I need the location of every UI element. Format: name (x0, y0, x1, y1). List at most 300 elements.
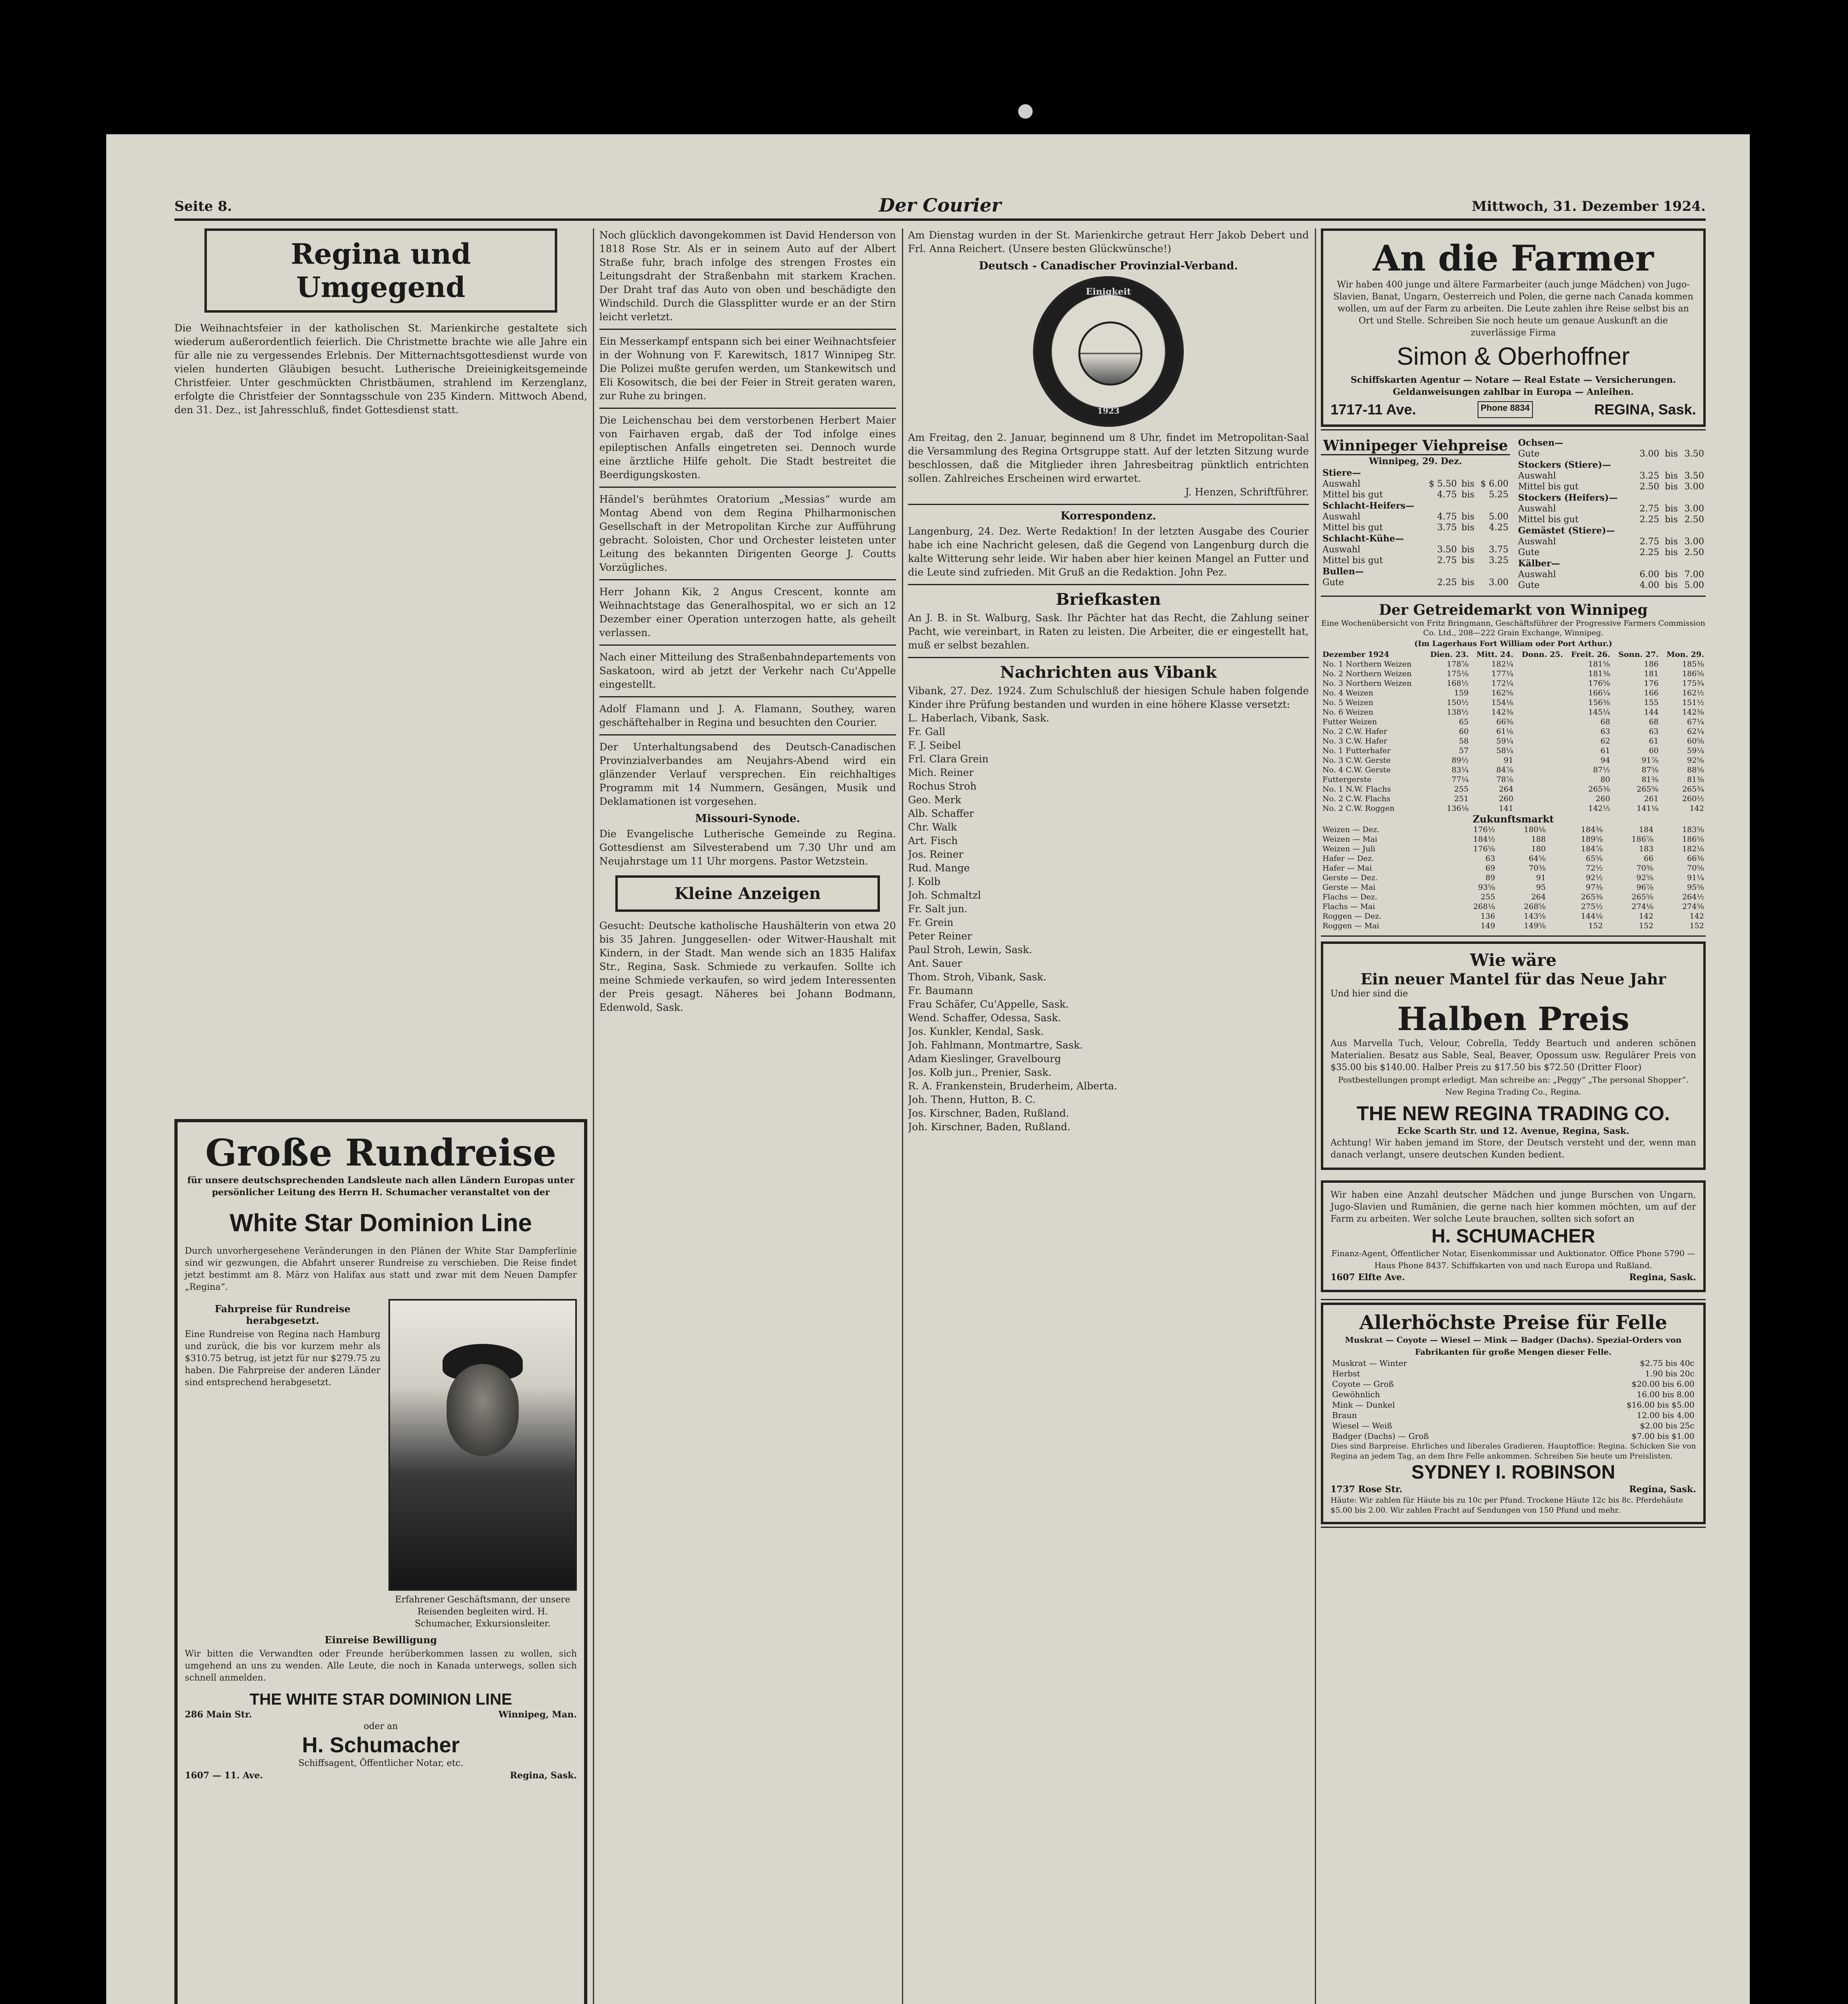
table-cell: No. 2 C.W. Hafer (1322, 727, 1387, 736)
table-cell: 83¼ (1452, 766, 1469, 774)
zukunft-row (1321, 834, 1706, 844)
table-cell: bis (1665, 449, 1678, 459)
table-cell (1661, 437, 1679, 448)
table-cell (1424, 500, 1458, 511)
felle-row (1330, 1358, 1696, 1368)
vieh-row (1516, 503, 1706, 514)
table-header-cell: Donn. 25. (1521, 650, 1563, 659)
list-item: Fr. Gall (908, 726, 946, 737)
robinson-foot: Häute: Wir zahlen für Häute bis zu 10c per Pfund. Trockene Häute 12c bis 8c. Pferdehäute $5.00 bis 2.00. Wir zahlen Fracht auf Sendungen von 150 Pfund und mehr. (1330, 1496, 1683, 1515)
table-cell: 1.90 bis 20c (1645, 1369, 1694, 1378)
table-cell (1515, 756, 1565, 765)
list-item: Peter Reiner (908, 930, 972, 942)
table-cell: 3.50 (1684, 449, 1704, 459)
fahrpreise-title: Fahrpreise für Rundreise herabgesetzt. (214, 1303, 351, 1326)
table-cell: 152 (1639, 921, 1654, 930)
list-item: Frau Schäfer, Cu'Appelle, Sask. (908, 998, 1069, 1010)
table-cell: 151½ (1682, 698, 1704, 707)
table-cell: No. 2 C.W. Roggen (1322, 804, 1395, 813)
table-cell: 176⅝ (1473, 844, 1495, 853)
table-cell: Gute (1322, 578, 1344, 588)
table-cell: 60 (1459, 727, 1469, 736)
article-flamann: Adolf Flamann und J. A. Flamann, Southey, waren geschäftehalber in Regina und besuchten den Courier. (599, 703, 896, 728)
korr-text: Langenburg, 24. Dez. Werte Redaktion! In der letzten Ausgabe des Courier habe ich eine Nachricht gelesen, daß die Gegend von Langenburg durch die kalte Witterung sehr leide. Wir haben aber hier keinen Mangel an Futter und die Leute sind zufrieden. Mit Gruß an die Redaktion. John Pez. (908, 525, 1309, 578)
table-cell: No. 1 N.W. Flachs (1322, 785, 1391, 794)
table-cell (1661, 558, 1679, 569)
table-cell: 92⅝ (1687, 756, 1704, 765)
table-cell: Mink — Dunkel (1332, 1400, 1395, 1410)
table-cell: bis (1461, 545, 1475, 555)
table-cell: Wiesel — Weiß (1332, 1421, 1393, 1430)
table-cell: No. 6 Weizen (1322, 708, 1373, 717)
table-cell: 186 (1644, 660, 1659, 669)
table-cell (1476, 467, 1510, 479)
table-cell: 7.00 (1684, 570, 1704, 580)
table-cell (1635, 558, 1661, 569)
table-cell: 260½ (1682, 794, 1704, 803)
table-cell: 88⅝ (1687, 766, 1704, 774)
getreide-row (1321, 727, 1706, 736)
missouri-text: Die Evangelische Lutherische Gemeinde zu Regina. Gottesdienst am Silvesterabend um 7.30 Uhr und am Neujahrstage um 11 Uhr morgens. Pastor Wetzstein. (599, 828, 896, 867)
table-cell: 142 (1689, 912, 1704, 921)
table-cell: 141 (1498, 804, 1514, 813)
table-cell: 176⅝ (1588, 679, 1610, 688)
verband-text: Am Freitag, den 2. Januar, beginnend um 8 Uhr, findet im Metropolitan-Saal die Versammlung des Regina Ortsgruppe statt. Auf der letzten Sitzung wurde beschlossen, daß die Mitglieder ihren Jahresbeitrag pünktlich entrichten sollen. Zahlreiches Erscheinen wird erwartet. (908, 432, 1309, 484)
table-cell: 77¼ (1452, 775, 1469, 784)
table-cell: bis (1665, 482, 1678, 492)
table-cell: 2.50 (1684, 515, 1704, 525)
firm-street: 1717-11 Ave. (1330, 401, 1416, 418)
oder: oder an (364, 1721, 398, 1731)
table-cell: No. 3 Northern Weizen (1322, 679, 1412, 688)
table-cell: 80 (1600, 775, 1610, 784)
table-cell: 87⅝ (1641, 766, 1659, 774)
nrtc-addr: Ecke Scarth Str. und 12. Avenue, Regina, Sask. (1397, 1126, 1630, 1136)
table-cell: 4.00 (1640, 580, 1660, 590)
table-cell: Stiere— (1322, 468, 1361, 478)
table-cell: 91 (1504, 756, 1514, 765)
list-item: Jos. Kolb jun., Prenier, Sask. (908, 1067, 1052, 1078)
agent-line: THE WHITE STAR DOMINION LINE (249, 1691, 512, 1708)
mantel-big: Halben Preis (1397, 1000, 1630, 1038)
table-cell: $7.00 bis $1.00 (1632, 1431, 1694, 1441)
vieh-row (1321, 577, 1510, 588)
zukunft-row (1321, 854, 1706, 863)
getreide-sub: Eine Wochenübersicht von Fritz Bringmann, Geschäftsführer der Progressive Farmers Commission Co. Ltd., 208—222 Grain Exchange, Winnipeg. (1321, 619, 1705, 637)
table-cell: Gemästet (Stiere)— (1518, 525, 1615, 536)
table-cell: Gewöhnlich (1332, 1390, 1380, 1399)
table-cell: 265⅜ (1588, 785, 1610, 794)
table-cell: 2.50 (1684, 547, 1704, 558)
table-cell: 95 (1536, 883, 1546, 892)
zukunft-row (1321, 844, 1706, 854)
robinson-street: 1737 Rose Str. (1330, 1484, 1403, 1495)
schu-name: H. SCHUMACHER (1431, 1226, 1595, 1247)
zukunft-table (1321, 825, 1706, 931)
firm-address (1330, 401, 1696, 418)
table-cell: 59¼ (1496, 737, 1514, 745)
table-cell (1547, 873, 1554, 883)
regina-article: Die Weihnachtsfeier in der katholischen St. Marienkirche gestaltete sich wiederum außerordentlich feierlich. Die Christmette brachte wie alle Jahre ein für alle nie zu vergessendes Erlebnis. Der Mitternachtsgottesdienst wurde von vielen hunderten Gläubigen besucht. Lutherische Dreieinigkeitsgemeinde Christfeier. Unter geschmückten Christbäumen, strahlend im Kerzenglanz, erfolgte die Christfeier der Sonntagsschule von 235 Kindern. Mittwoch Abend, den 31. Dez., ist Jahresschluß, findet Gottesdienst statt. (174, 322, 587, 416)
table-cell: 260 (1595, 794, 1610, 803)
seal-bottom-text: 1923 (1097, 406, 1120, 416)
table-cell: 144⅛ (1581, 912, 1603, 921)
felle-row (1330, 1368, 1696, 1379)
robinson-address (1330, 1483, 1696, 1495)
vieh-row (1516, 536, 1706, 547)
vieh-section (1321, 437, 1706, 591)
list-item: Alb. Schaffer (908, 808, 974, 819)
getreide-row (1321, 756, 1706, 765)
erlaubnis-title: Einreise Bewilligung (324, 1634, 437, 1646)
h-street: 1607 — 11. Ave. (185, 1770, 263, 1781)
table-header-cell: Dien. 23. (1430, 650, 1469, 659)
vieh-title: Winnipeger Viehpreise (1321, 437, 1510, 455)
table-cell (1635, 525, 1661, 536)
mantel-ad (1321, 941, 1706, 1170)
list-item: Rud. Mange (908, 862, 970, 874)
getreide-row (1321, 688, 1706, 698)
table-cell: 142 (1689, 804, 1704, 813)
table-cell (1680, 437, 1706, 448)
getreide-row (1321, 717, 1706, 727)
table-cell: 68 (1600, 717, 1610, 726)
table-cell: 265⅝ (1632, 893, 1654, 901)
table-cell: Auswahl (1322, 512, 1361, 522)
vieh-table-left (1321, 467, 1510, 588)
table-cell (1635, 459, 1661, 471)
table-cell: $20.00 bis 6.00 (1632, 1379, 1694, 1389)
table-cell: 60⅝ (1687, 737, 1704, 745)
getreide-title: Der Getreidemarkt von Winnipeg (1379, 602, 1648, 618)
table-cell: No. 1 Futterhafer (1322, 746, 1391, 755)
line-name: White Star Dominion Line (229, 1209, 532, 1237)
list-item: Joh. Thenn, Hutton, B. C. (908, 1094, 1036, 1105)
felle-title: Allerhöchste Preise für Felle (1359, 1311, 1667, 1334)
list-item: Jos. Reiner (908, 848, 964, 860)
agent-address (185, 1709, 577, 1721)
vieh-row (1321, 566, 1510, 577)
table-cell: 142 (1639, 912, 1654, 921)
table-cell: 181⅜ (1588, 669, 1610, 678)
table-cell: 154⅛ (1491, 698, 1514, 707)
table-cell: 62¼ (1687, 727, 1704, 736)
table-cell (1515, 765, 1565, 775)
article-strassenbahn: Nach einer Mitteilung des Straßenbahndepartements von Saskatoon, wird ab jetzt der Verkehr nach Cu'Appelle eingestellt. (599, 651, 896, 690)
table-cell: 2.50 (1640, 482, 1660, 492)
zukunft-row (1321, 873, 1706, 883)
table-cell: 61⅛ (1496, 727, 1514, 736)
table-cell: Bullen— (1322, 566, 1364, 577)
table-cell: Roggen — Dez. (1322, 912, 1382, 921)
table-cell (1680, 525, 1706, 536)
table-cell (1515, 707, 1565, 717)
table-cell: Flachs — Dez. (1322, 893, 1377, 901)
table-cell (1547, 921, 1554, 931)
vieh-row (1321, 544, 1510, 555)
mantel-title2: Ein neuer Mantel für das Neue Jahr (1360, 970, 1666, 988)
table-cell: 180⅛ (1524, 825, 1546, 834)
table-cell: 264 (1531, 893, 1546, 901)
table-header-cell: Sonn. 27. (1618, 650, 1659, 659)
table-cell (1547, 911, 1554, 921)
table-cell: No. 3 C.W. Hafer (1322, 737, 1387, 745)
table-cell: bis (1461, 479, 1475, 489)
issue-date: Mittwoch, 31. Dezember 1924. (1472, 198, 1706, 214)
table-cell (1458, 533, 1476, 544)
table-cell (1680, 459, 1706, 471)
table-cell: 251 (1454, 794, 1469, 803)
vieh-row (1516, 525, 1706, 536)
klein-heading-box (615, 875, 880, 912)
vieh-row (1516, 459, 1706, 471)
schu-sub: Finanz-Agent, Öffentlicher Notar, Eisenkommissar und Auktionator. Office Phone 5790 — Haus Phone 8437. Schiffskarten von und nach Europa und Rußland. (1331, 1248, 1695, 1270)
table-cell: Gute (1518, 547, 1540, 558)
regina-heading-box (204, 228, 557, 313)
newspaper-page (106, 134, 1750, 2004)
felle-ad (1321, 1303, 1706, 1524)
felle-row (1330, 1379, 1696, 1389)
rundreise-ad (174, 1119, 587, 2004)
table-cell: 5.00 (1684, 580, 1704, 590)
felle-row (1330, 1400, 1696, 1410)
list-item: Geo. Merk (908, 794, 961, 806)
vieh-row (1321, 489, 1510, 500)
table-header-row (1321, 650, 1706, 659)
table-cell (1515, 775, 1565, 784)
nrtc-text: Achtung! Wir haben jemand im Store, der Deutsch versteht und der, wenn man danach verlangt, unsere deutschen Kunden bedient. (1330, 1138, 1696, 1160)
list-item: R. A. Frankenstein, Bruderheim, Alberta. (908, 1080, 1118, 1092)
table-cell: 3.00 (1640, 449, 1660, 459)
table-cell: No. 4 Weizen (1322, 689, 1373, 697)
table-cell: bis (1665, 547, 1678, 558)
table-cell: 3.00 (1684, 504, 1704, 514)
column-3 (908, 228, 1309, 2004)
table-cell: 93⅝ (1478, 883, 1495, 892)
table-cell: 12.00 bis 4.00 (1637, 1410, 1694, 1420)
schumacher-portrait (388, 1299, 577, 1591)
table-cell: 2.25 (1640, 515, 1660, 525)
vieh-row (1516, 569, 1706, 580)
table-header-cell: Dezember 1924 (1322, 650, 1389, 659)
vieh-row (1321, 522, 1510, 533)
table-cell: 89 (1485, 873, 1495, 882)
list-item: Adam Kieslinger, Gravelbourg (908, 1053, 1061, 1065)
table-cell: 142⅜ (1682, 708, 1704, 717)
vieh-row (1321, 511, 1510, 522)
table-cell: 3.75 (1489, 545, 1508, 555)
table-cell: bis (1665, 471, 1678, 481)
table-cell: 143⅝ (1524, 912, 1546, 921)
table-cell: 66⅜ (1496, 717, 1514, 726)
list-item: Joh. Kirschner, Baden, Rußland. (908, 1121, 1071, 1133)
table-cell: No. 5 Weizen (1322, 698, 1373, 707)
table-cell (1547, 883, 1554, 892)
table-cell: 2.75 (1640, 537, 1660, 547)
vieh-row (1516, 547, 1706, 558)
table-cell: 176½ (1473, 825, 1495, 834)
table-cell (1547, 844, 1554, 854)
vieh-date: Winnipeg, 29. Dez. (1369, 456, 1462, 467)
table-cell: 180 (1531, 844, 1546, 853)
zukunft-row (1321, 892, 1706, 902)
table-header-cell: Mitt. 24. (1476, 650, 1514, 659)
table-cell: 268⅝ (1524, 902, 1546, 911)
vieh-row (1321, 555, 1510, 566)
table-cell: Flachs — Mai (1322, 902, 1375, 911)
list-item: Art. Fisch (908, 835, 958, 846)
h-address (185, 1770, 577, 1782)
table-cell: 136 (1480, 912, 1495, 921)
table-cell: 274⅛ (1632, 902, 1654, 911)
article-kik: Herr Johann Kik, 2 Angus Crescent, konnte am Weihnachtstage das Generalhospital, wo er sich an 12 Dezember einer Operation unterzogen hatte, als geheilt verlassen. (599, 586, 896, 638)
vieh-row (1321, 533, 1510, 544)
table-cell: 172¼ (1491, 679, 1514, 688)
getreide-row (1321, 669, 1706, 679)
table-cell (1515, 717, 1565, 727)
getreide-row (1321, 775, 1706, 784)
table-cell: 168½ (1446, 679, 1469, 688)
verband-sign: J. Henzen, Schriftführer. (1185, 486, 1309, 498)
table-cell (1458, 500, 1476, 511)
h-schumacher: H. Schumacher (302, 1733, 460, 1757)
table-cell (1661, 525, 1679, 536)
column-4 (1321, 228, 1706, 2004)
felle-row (1330, 1410, 1696, 1420)
table-cell: 149⅝ (1524, 921, 1546, 930)
vieh-row (1516, 514, 1706, 525)
table-cell: 3.00 (1684, 482, 1704, 492)
table-cell: 89½ (1452, 756, 1469, 765)
list-item: Fr. Salt jun. (908, 903, 968, 915)
table-cell: 4.25 (1489, 523, 1508, 533)
table-cell: Hafer — Dez. (1322, 854, 1374, 863)
column-rule (593, 228, 594, 2004)
table-cell: Schlacht-Heifers— (1322, 501, 1415, 511)
table-cell: No. 3 C.W. Gerste (1322, 756, 1391, 765)
table-cell: 182¼ (1491, 660, 1514, 669)
table-cell (1635, 492, 1661, 503)
column-2 (599, 228, 896, 2004)
regina-title: Regina und Umgegend (291, 237, 471, 304)
table-cell: 16.00 bis 8.00 (1637, 1390, 1694, 1399)
table-cell: 181⅝ (1588, 660, 1610, 669)
table-cell: Auswahl (1518, 537, 1556, 547)
table-cell: 177¼ (1491, 669, 1514, 678)
table-cell: 4.75 (1437, 512, 1457, 522)
table-cell: 81⅜ (1687, 775, 1704, 784)
table-cell: 155 (1644, 698, 1659, 707)
table-cell: 152 (1588, 921, 1603, 930)
table-cell: 2.75 (1640, 504, 1660, 514)
table-cell: 84⅞ (1496, 766, 1514, 774)
table-cell (1515, 746, 1565, 756)
vibank-title: Nachrichten aus Vibank (1000, 663, 1217, 682)
table-cell: 162⅝ (1491, 689, 1514, 697)
table-cell (1547, 902, 1554, 911)
table-cell: Roggen — Mai (1322, 921, 1379, 930)
mantel-post: Postbestellungen prompt erledigt. Man schreibe an: „Peggy“ „The personal Shopper“. New Regina Trading Co., Regina. (1338, 1075, 1689, 1097)
list-item: Ant. Sauer (908, 958, 962, 969)
vieh-row (1516, 580, 1706, 591)
table-cell: Hafer — Mai (1322, 864, 1372, 873)
table-cell: 176 (1644, 679, 1659, 688)
column-1 (174, 228, 587, 2004)
table-cell: bis (1665, 515, 1678, 525)
h-city: Regina, Sask. (510, 1770, 577, 1781)
zukunft-title: Zukunftsmarkt (1472, 813, 1554, 825)
table-cell (1547, 834, 1554, 844)
table-header-cell: Freit. 26. (1571, 650, 1610, 659)
table-cell: 66⅜ (1687, 854, 1704, 863)
table-cell: 185⅜ (1682, 660, 1704, 669)
list-item: Joh. Fahlmann, Montmartre, Sask. (908, 1039, 1083, 1051)
table-cell: bis (1461, 578, 1475, 588)
schumacher-ad (1321, 1180, 1706, 1292)
zukunft-row (1321, 825, 1706, 834)
list-item: Thom. Stroh, Vibank, Sask. (908, 971, 1047, 983)
table-cell: bis (1461, 512, 1475, 522)
table-cell: $2.00 bis 25c (1640, 1421, 1694, 1430)
table-cell: 92½ (1585, 873, 1603, 882)
firm-city: REGINA, Sask. (1594, 401, 1696, 418)
vieh-row (1321, 467, 1510, 479)
table-cell: 265⅝ (1636, 785, 1659, 794)
table-cell: 274⅝ (1682, 902, 1704, 911)
table-cell: Stockers (Heifers)— (1518, 493, 1618, 503)
farmer-title: An die Farmer (1373, 237, 1654, 279)
table-cell: 178⅞ (1446, 660, 1469, 669)
zukunft-row (1321, 921, 1706, 931)
vieh-row (1516, 492, 1706, 503)
table-cell: 87½ (1593, 766, 1610, 774)
schu-city: Regina, Sask. (1629, 1272, 1696, 1283)
column-rule (902, 228, 903, 2004)
table-cell: 62 (1600, 737, 1610, 745)
table-cell: Weizen — Dez. (1322, 825, 1380, 834)
table-cell (1515, 679, 1565, 688)
table-cell: 60 (1649, 746, 1659, 755)
vieh-row (1321, 500, 1510, 511)
table-cell: Weizen — Juli (1322, 844, 1375, 853)
table-cell: 166 (1644, 689, 1659, 697)
table-cell: 70⅜ (1529, 864, 1546, 873)
table-cell: Kälber— (1518, 558, 1560, 569)
table-cell: 3.50 (1437, 545, 1457, 555)
table-cell: No. 1 Northern Weizen (1322, 660, 1412, 669)
table-cell: Herbst (1332, 1369, 1360, 1378)
vibank-name-list (908, 711, 1309, 1134)
vieh-row (1321, 479, 1510, 489)
table-cell: Mittel bis gut (1322, 556, 1383, 566)
brief-text: An J. B. in St. Walburg, Sask. Ihr Pächter hat das Recht, die Zahlung seiner Pacht, wie vereinbart, in Raten zu leisten. Die Arbeiter, die er eingestellt hat, muß er selbst bezahlen. (908, 612, 1309, 651)
table-cell: 181 (1644, 669, 1659, 678)
table-cell: 3.25 (1640, 471, 1660, 481)
getreide-row (1321, 784, 1706, 794)
table-cell: 138½ (1446, 708, 1469, 717)
getreide-row (1321, 707, 1706, 717)
article-trauung: Am Dienstag wurden in der St. Marienkirche getraut Herr Jakob Debert und Frl. Anna Reichert. (Unsere besten Glückwünsche!) (908, 229, 1309, 255)
article-leichenschau: Die Leichenschau bei dem verstorbenen Herbert Maier von Fairhaven ergab, daß der Tod infolge eines epileptischen Anfalls eingetreten sei. Dennoch wurde eine ärztliche Hilfe geholt. Die Stadt bestreitet die Beerdigungskosten. (599, 414, 896, 481)
table-cell: 268⅛ (1473, 902, 1495, 911)
list-item: Wend. Schaffer, Odessa, Sask. (908, 1012, 1061, 1024)
table-cell: No. 2 Northern Weizen (1322, 669, 1412, 678)
table-cell: Weizen — Mai (1322, 835, 1377, 844)
table-cell (1547, 863, 1554, 873)
table-cell: 66 (1644, 854, 1654, 863)
table-cell: 183⅝ (1682, 825, 1704, 834)
list-item: Frl. Clara Grein (908, 753, 989, 765)
